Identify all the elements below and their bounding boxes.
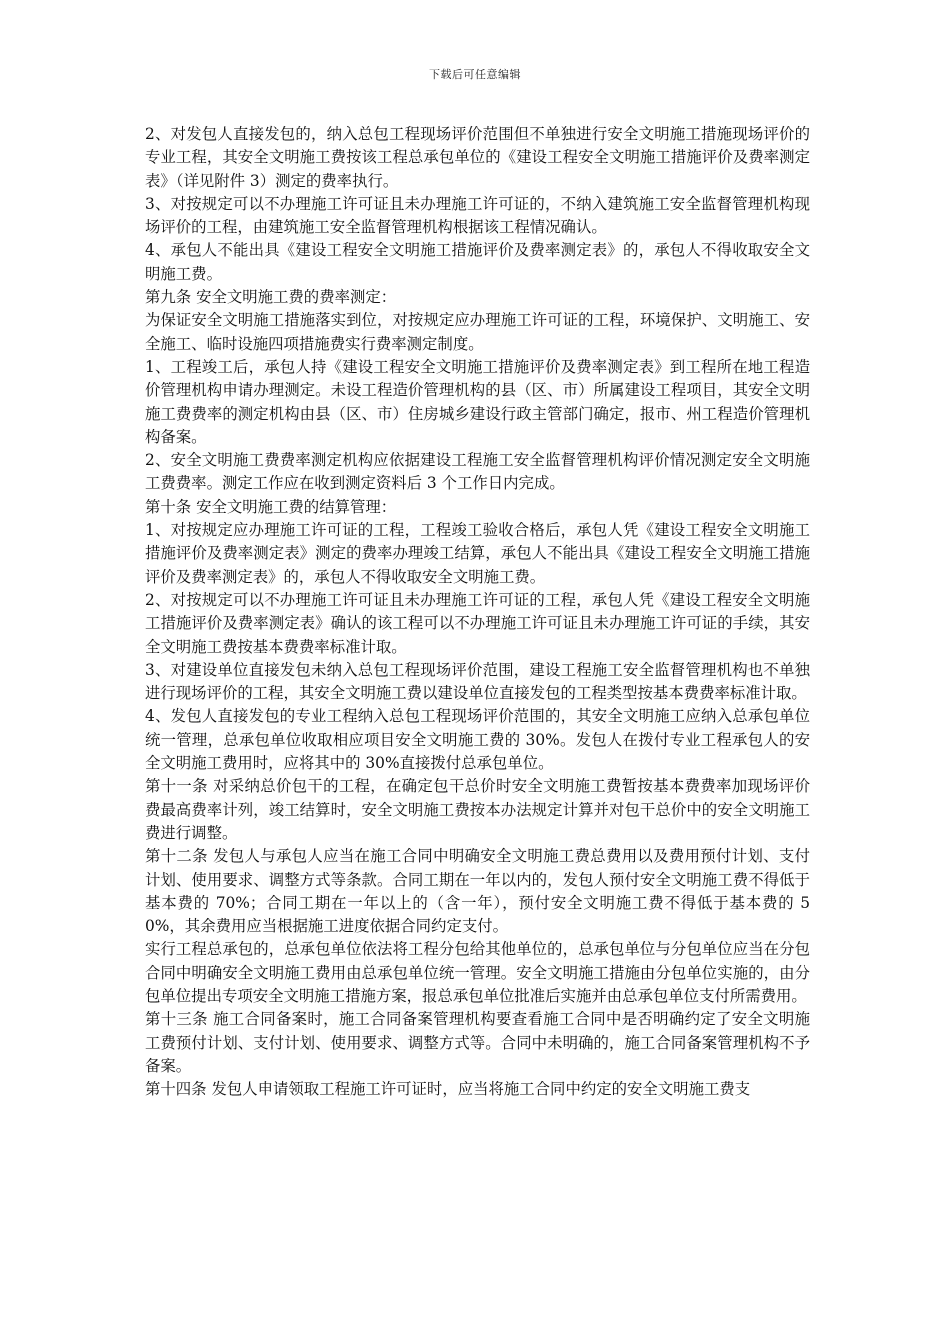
paragraph-6: 1、工程竣工后，承包人持《建设工程安全文明施工措施评价及费率测定表》到工程所在地工程造价管理机构申请办理测定。未设工程造价管理机构的县（区、市）所属建设工程项目，其安全文明施工费费率的测定机构由县（区、市）住房城乡建设行政主管部门确定，报市、州工程造价管理机构备案。 (145, 357, 810, 446)
paragraph-2: 3、对按规定可以不办理施工许可证且未办理施工许可证的，不纳入建筑施工安全监督管理机构现场评价的工程，由建筑施工安全监督管理机构根据该工程情况确认。 (145, 194, 810, 237)
paragraph-12: 4、发包人直接发包的专业工程纳入总包工程现场评价范围的，其安全文明施工应纳入总承包单位统一管理，总承包单位收取相应项目安全文明施工费的 30%。发包人在拨付专业工程承包人的安全文明施工费用时，应将其中的 30%直接拨付总承包单位。 (145, 707, 810, 773)
paragraph-9: 1、对按规定应办理施工许可证的工程，工程竣工验收合格后，承包人凭《建设工程安全文明施工措施评价及费率测定表》测定的费率办理竣工结算，承包人不能出具《建设工程安全文明施工措施评价及费率测定表》的，承包人不得收取安全文明施工费。 (145, 521, 810, 586)
paragraph-10: 2、对按规定可以不办理施工许可证且未办理施工许可证的工程，承包人凭《建设工程安全文明施工措施评价及费率测定表》确认的该工程可以不办理施工许可证且未办理施工许可证的手续，其安全文明施工费按基本费费率标准计取。 (145, 590, 810, 656)
page-header (0, 66, 950, 82)
document-body (145, 123, 810, 1101)
paragraph-1: 2、对发包人直接发包的，纳入总包工程现场评价范围但不单独进行安全文明施工措施现场评价的专业工程，其安全文明施工费按该工程总承包单位的《建设工程安全文明施工措施评价及费率测定表》（详见附件 3）测定的费率执行。 (145, 125, 810, 190)
paragraph-11: 3、对建设单位直接发包未纳入总包工程现场评价范围，建设工程施工安全监督管理机构也不单独进行现场评价的工程，其安全文明施工费以建设单位直接发包的工程类型按基本费费率标准计取。 (145, 660, 810, 703)
paragraph-article-14: 第十四条 发包人申请领取工程施工许可证时，应当将施工合同中约定的安全文明施工费支 (145, 1080, 751, 1099)
section-heading-article-9: 第九条 安全文明施工费的费率测定： (145, 288, 397, 307)
paragraph-5: 为保证安全文明施工措施落实到位，对按规定应办理施工许可证的工程，环境保护、文明施工、安全施工、临时设施四项措施费实行费率测定制度。 (145, 311, 810, 353)
paragraph-article-12: 第十二条 发包人与承包人应当在施工合同中明确安全文明施工费总费用以及费用预付计划、支付计划、使用要求、调整方式等条款。合同工期在一年以内的，发包人预付安全文明施工费不得低于基本费的 70%；合同工期在一年以上的（含一年），预付安全文明施工费不得低于基本费的 50%，其余费用应当根据施工进度依据合同约定支付。 (145, 847, 810, 936)
header-note: 下载后可任意编辑 (429, 68, 521, 81)
paragraph-7: 2、安全文明施工费费率测定机构应依据建设工程施工安全监督管理机构评价情况测定安全文明施工费费率。测定工作应在收到测定资料后 3 个工作日内完成。 (145, 451, 810, 493)
paragraph-article-13: 第十三条 施工合同备案时，施工合同备案管理机构要查看施工合同中是否明确约定了安全文明施工费预付计划、支付计划、使用要求、调整方式等。合同中未明确的，施工合同备案管理机构不予备案。 (145, 1010, 810, 1075)
paragraph-article-11: 第十一条 对采纳总价包干的工程，在确定包干总价时安全文明施工费暂按基本费费率加现场评价费最高费率计列，竣工结算时，安全文明施工费按本办法规定计算并对包干总价中的安全文明施工费进行调整。 (145, 777, 810, 842)
paragraph-3: 4、承包人不能出具《建设工程安全文明施工措施评价及费率测定表》的，承包人不得收取安全文明施工费。 (145, 241, 810, 283)
section-heading-article-10: 第十条 安全文明施工费的结算管理： (145, 497, 397, 516)
paragraph-15: 实行工程总承包的，总承包单位依法将工程分包给其他单位的，总承包单位与分包单位应当在分包合同中明确安全文明施工费用由总承包单位统一管理。安全文明施工措施由分包单位实施的，由分包单位提出专项安全文明施工措施方案，报总承包单位批准后实施并由总承包单位支付所需费用。 (145, 940, 810, 1005)
